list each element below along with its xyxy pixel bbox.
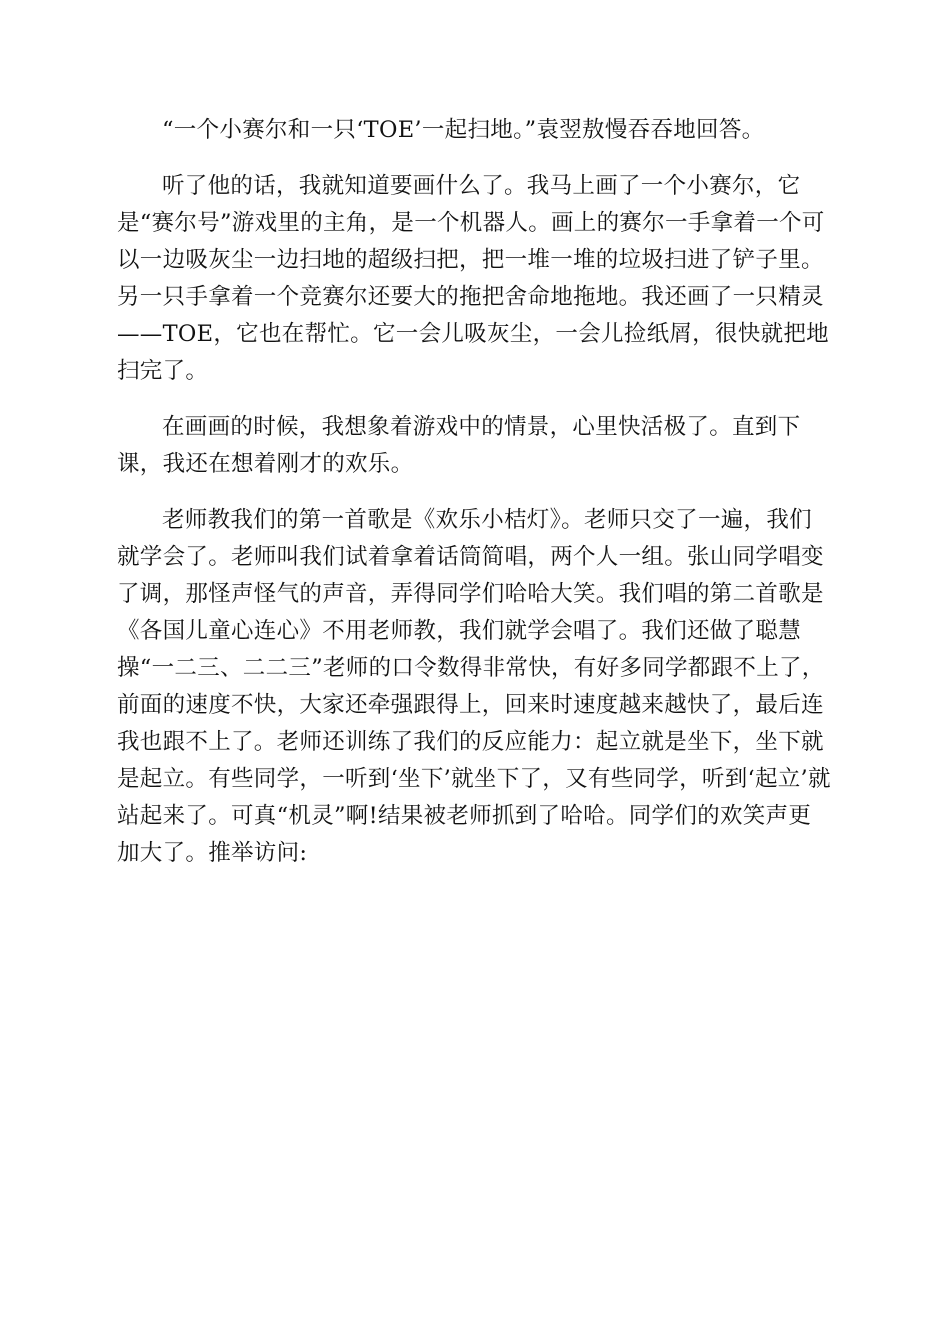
document-body	[117, 112, 833, 872]
paragraph-2: 听了他的话，我就知道要画什么了。我马上画了一个小赛尔，它是“赛尔号”游戏里的主角，是一个机器人。画上的赛尔一手拿着一个可以一边吸灰尘一边扫地的超级扫把，把一堆一堆的垃圾扫进了铲子里。另一只手拿着一个竞赛尔还要大的拖把舍命地拖地。我还画了一只精灵——TOE，它也在帮忙。它一会儿吸灰尘，一会儿捡纸屑，很快就把地扫完了。	[117, 173, 829, 384]
paragraph-1: “一个小赛尔和一只‘TOE’一起扫地。”袁翌敖慢吞吞地回答。	[162, 117, 765, 143]
paragraph-3: 在画画的时候，我想象着游戏中的情景，心里快活极了。直到下课，我还在想着刚才的欢乐。	[117, 414, 801, 477]
paragraph-4: 老师教我们的第一首歌是《欢乐小桔灯》。老师只交了一遍，我们就学会了。老师叫我们试着拿着话筒简唱，两个人一组。张山同学唱变了调，那怪声怪气的声音，弄得同学们哈哈大笑。我们唱的第二首歌是《各国儿童心连心》不用老师教，我们就学会唱了。我们还做了聪慧操“一二三、二二三”老师的口令数得非常快，有好多同学都跟不上了，前面的速度不快，大家还牵强跟得上，回来时速度越来越快了，最后连我也跟不上了。老师还训练了我们的反应能力：起立就是坐下，坐下就是起立。有些同学，一听到‘坐下’就坐下了，又有些同学，听到‘起立’就站起来了。可真“机灵”啊!结果被老师抓到了哈哈。同学们的欢笑声更加大了。推举访问:	[117, 507, 831, 866]
